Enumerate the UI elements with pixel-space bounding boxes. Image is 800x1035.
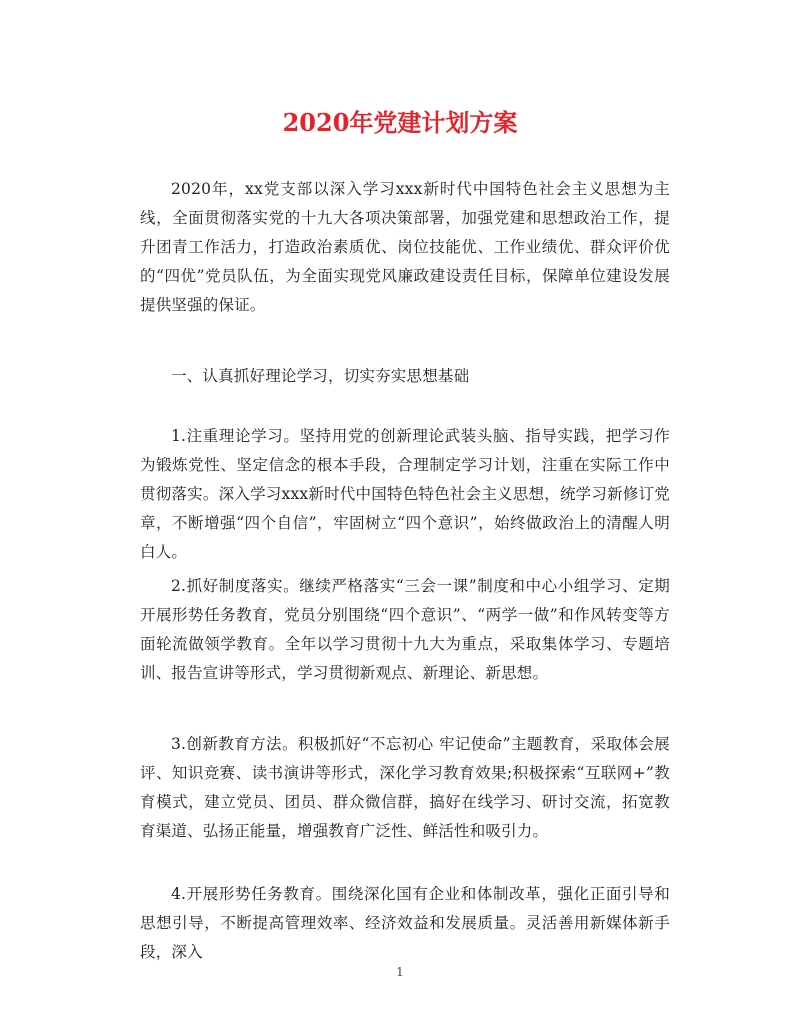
list-item-1: 1.注重理论学习。坚持用党的创新理论武装头脑、指导实践，把学习作为锻炼党性、坚定信念的根本手段，合理制定学习计划，注重在实际工作中贯彻落实。深入学习xxx新时代中国特色特色社会主义思想，统学习新修订党章，不断增强“四个自信”，牢固树立“四个意识”，始终做政治上的清醒人明白人。 xyxy=(140,427,670,561)
page-number: 1 xyxy=(396,965,404,979)
document-title: 2020年党建计划方案 xyxy=(282,108,518,137)
list-item-2: 2.抓好制度落实。继续严格落实“三会一课”制度和中心小组学习、定期开展形势任务教育，党员分别围绕“四个意识”、“两学一做”和作风转变等方面轮流做领学教育。全年以学习贯彻十九大为重点，采取集体学习、专题培训、报告宣讲等形式，学习贯彻新观点、新理论、新思想。 xyxy=(140,577,670,682)
list-item-3: 3.创新教育方法。积极抓好“不忘初心 牢记使命”主题教育，采取体会展评、知识竞赛、读书演讲等形式，深化学习教育效果;积极探索“互联网+”教育模式，建立党员、团员、群众微信群，搞好在线学习、研讨交流，拓宽教育渠道、弘扬正能量，增强教育广泛性、鲜活性和吸引力。 xyxy=(140,735,670,840)
list-item-4: 4.开展形势任务教育。围绕深化国有企业和体制改革，强化正面引导和思想引导，不断提高管理效率、经济效益和发展质量。灵活善用新媒体新手段，深入 xyxy=(140,885,670,961)
section-heading: 一、认真抓好理论学习，切实夯实思想基础 xyxy=(171,367,470,385)
intro-paragraph: 2020年，xx党支部以深入学习xxx新时代中国特色社会主义思想为主线，全面贯彻落实党的十九大各项决策部署，加强党建和思想政治工作，提升团青工作活力，打造政治素质优、岗位技能优、工作业绩优、群众评价优的“四优”党员队伍，为全面实现党风廉政建设责任目标，保障单位建设发展提供坚强的保证。 xyxy=(140,180,670,314)
